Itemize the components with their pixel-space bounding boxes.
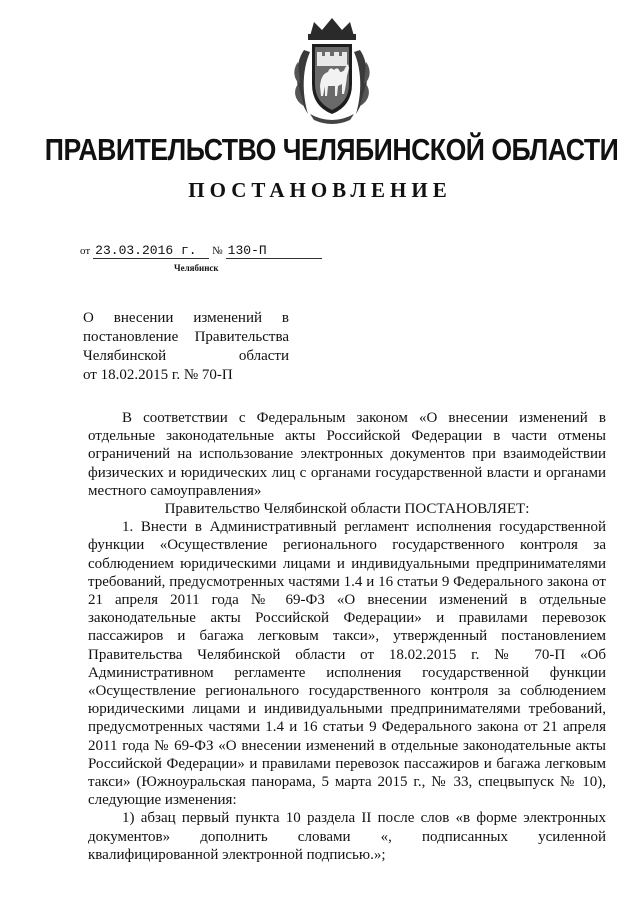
document-type: ПОСТАНОВЛЕНИЕ bbox=[188, 178, 452, 202]
decree-line: Правительство Челябинской области ПОСТАНОВЛЯЕТ: bbox=[164, 501, 530, 518]
item-paragraph: 1. Внести в Административный регламент исполнения государственной функции «Осуществление регионального государственного контроля за соблюдением юридическими лицами и индивидуальными предпринимателями требований, предусмотренных частями 1.4 и 16 статьи 9 Федерального закона от 21 апреля 2011 года № 69-ФЗ «О внесении изменений в отдельные законодательные акты Российской Федерации» и правилами перевозок пассажиров и багажа легковым такси», утвержденный постановлением Правительства Челябинской области от 18.02.2015 г. № 70-П «Об Административном регламенте исполнения государственной функции «Осуществление регионального государственного контроля за соблюдением юридическими лицами и индивидуальными предпринимателями требований, предусмотренных частями 1.4 и 16 статьи 9 Федерального закона от 21 апреля 2011 года № 69-ФЗ «О внесении изменений в отдельные законодательные акты Российской Федерации» и правилами перевозок пассажиров и багажа легковым такси» (Южноуральская панорама, 5 марта 2015 г., № 33, спецвыпуск № 10), следующие изменения: bbox=[88, 519, 606, 809]
chelyabinsk-coat-of-arms-icon bbox=[290, 14, 374, 126]
document-date: 23.03.2016 г. bbox=[93, 243, 209, 259]
document-body bbox=[88, 409, 606, 864]
document-city: Челябинск bbox=[174, 263, 219, 273]
government-title: ПРАВИТЕЛЬСТВО ЧЕЛЯБИНСКОЙ ОБЛАСТИ bbox=[44, 132, 619, 167]
subject-line: О внесении изменений в bbox=[83, 310, 289, 326]
date-prefix: от bbox=[80, 245, 91, 257]
preamble-paragraph: В соответствии с Федеральным законом «О внесении изменений в отдельные законодательные акты Российской Федерации в части отмены ограничений на использование электронных документов при взаимодействии физических и юридических лиц с органами государственной власти и органами местного самоуправления» bbox=[88, 410, 606, 499]
number-prefix: № bbox=[212, 245, 223, 257]
subject-line: от 18.02.2015 г. № 70-П bbox=[83, 367, 233, 383]
subject-line: постановление Правительства bbox=[83, 329, 289, 345]
document-meta bbox=[80, 243, 322, 259]
document-subject bbox=[83, 309, 289, 385]
document-number: 130-П bbox=[226, 243, 322, 259]
subject-line: Челябинской области bbox=[83, 348, 289, 364]
subitem-paragraph: 1) абзац первый пункта 10 раздела II после слов «в форме электронных документов» дополнить словами «, подписанных усиленной квалифицированной электронной подписью.»; bbox=[88, 810, 606, 863]
